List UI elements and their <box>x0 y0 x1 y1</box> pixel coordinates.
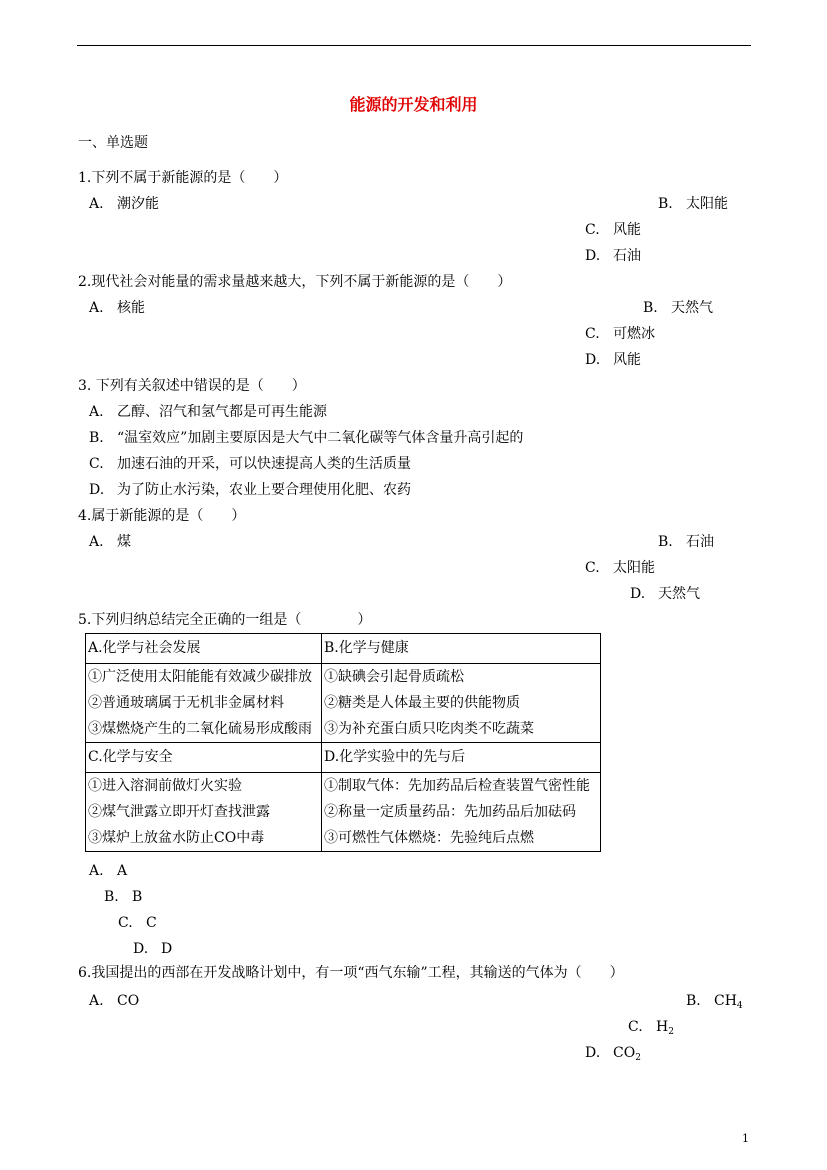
option-text: 为了防止水污染，农业上要合理使用化肥、农药 <box>117 482 411 498</box>
q6-option-c[interactable] <box>628 1018 674 1041</box>
page-title: 能源的开发和利用 <box>349 95 478 114</box>
summary-table <box>85 633 601 852</box>
question-2-stem: 2.现代社会对能量的需求量越来越大，下列不属于新能源的是（ ） <box>78 274 512 290</box>
q5-option-a[interactable] <box>89 862 127 880</box>
question-6-stem: 6.我国提出的西部在开发战略计划中，有一项“西气东输”工程，其输送的气体为（ ） <box>78 965 624 981</box>
option-text: 潮汐能 <box>117 196 159 212</box>
option-letter: B. <box>658 534 673 550</box>
option-text: 加速石油的开采，可以快速提高人类的生活质量 <box>117 456 411 472</box>
option-text: 可燃冰 <box>613 326 655 342</box>
q6-option-d[interactable] <box>585 1044 641 1067</box>
table-cell-d <box>322 773 601 852</box>
table-header-b: B.化学与健康 <box>322 634 601 664</box>
option-text: 风能 <box>613 352 641 368</box>
page-number: 1 <box>742 1132 749 1145</box>
option-text: 天然气 <box>658 586 700 602</box>
option-letter: C. <box>628 1019 643 1035</box>
option-text: A <box>117 863 128 879</box>
option-letter: C. <box>585 222 600 238</box>
option-text: “温室效应”加剧主要原因是大气中二氧化碳等气体含量升高引起的 <box>117 430 524 446</box>
table-line: ③煤燃烧产生的二氧化硫易形成酸雨 <box>88 721 312 737</box>
table-line: ②煤气泄露立即开灯查找泄露 <box>88 804 270 820</box>
option-letter: C. <box>585 560 600 576</box>
option-letter: D. <box>89 482 105 498</box>
option-text: CO <box>613 1045 636 1061</box>
option-text: D <box>161 941 173 957</box>
q6-option-b[interactable] <box>686 992 743 1015</box>
option-letter: D. <box>585 248 601 264</box>
option-letter: B. <box>104 889 119 905</box>
q6-option-a[interactable] <box>89 992 139 1010</box>
section-heading: 一、单选题 <box>78 135 148 151</box>
option-letter: A. <box>89 404 104 420</box>
option-text: CH <box>714 993 737 1009</box>
q5-option-b[interactable] <box>104 888 142 906</box>
table-line: ③为补充蛋白质只吃肉类不吃蔬菜 <box>324 721 534 737</box>
option-text: CO <box>117 993 140 1009</box>
table-cell-a <box>86 664 322 743</box>
option-text: 核能 <box>117 300 145 316</box>
option-letter: B. <box>643 300 658 316</box>
option-text: 煤 <box>117 534 131 550</box>
subscript: 4 <box>736 1001 743 1011</box>
q5-option-c[interactable] <box>118 914 157 932</box>
q4-option-b[interactable] <box>658 533 714 551</box>
q5-option-d[interactable] <box>133 940 172 958</box>
option-letter: B. <box>89 430 104 446</box>
subscript: 2 <box>635 1053 641 1063</box>
q1-option-c[interactable] <box>585 221 641 239</box>
option-letter: D. <box>630 586 646 602</box>
q2-option-b[interactable] <box>643 299 713 317</box>
q1-option-a[interactable] <box>89 195 159 213</box>
table-header-a: A.化学与社会发展 <box>86 634 322 664</box>
table-line: ①广泛使用太阳能能有效减少碳排放 <box>88 669 312 685</box>
q4-option-a[interactable] <box>89 533 131 551</box>
option-text: 太阳能 <box>613 560 655 576</box>
table-line: ②普通玻璃属于无机非金属材料 <box>88 695 284 711</box>
option-text: 乙醇、沼气和氢气都是可再生能源 <box>117 404 327 420</box>
option-letter: C. <box>118 915 133 931</box>
q2-option-a[interactable] <box>89 299 145 317</box>
table-line: ③可燃性气体燃烧：先验纯后点燃 <box>324 830 534 846</box>
table-line: ①制取气体：先加药品后检查装置气密性能 <box>324 778 590 794</box>
option-text: B <box>132 889 143 905</box>
option-letter: C. <box>585 326 600 342</box>
table-line: ①进入溶洞前做灯火实验 <box>88 778 242 794</box>
option-text: H <box>656 1019 669 1035</box>
table-line: ②称量一定质量药品：先加药品后加砝码 <box>324 804 576 820</box>
q4-option-d[interactable] <box>630 585 700 603</box>
option-letter: B. <box>686 993 701 1009</box>
option-letter: B. <box>658 196 673 212</box>
option-text: 天然气 <box>671 300 713 316</box>
q3-option-a[interactable] <box>89 403 327 421</box>
question-3-stem: 3. 下列有关叙述中错误的是（ ） <box>78 378 306 394</box>
question-1-stem: 1.下列不属于新能源的是（ ） <box>78 170 288 186</box>
q3-option-b[interactable] <box>89 429 523 447</box>
table-line: ③煤炉上放盆水防止CO中毒 <box>88 830 265 846</box>
table-header-c: C.化学与安全 <box>86 743 322 773</box>
question-5-stem: 5.下列归纳总结完全正确的一组是（ ） <box>78 612 372 628</box>
option-letter: A. <box>89 993 104 1009</box>
table-cell-b <box>322 664 601 743</box>
option-letter: A. <box>89 300 104 316</box>
q1-option-d[interactable] <box>585 247 641 265</box>
table-line: ①缺碘会引起骨质疏松 <box>324 669 464 685</box>
option-text: 石油 <box>613 248 641 264</box>
option-text: C <box>146 915 157 931</box>
q3-option-c[interactable] <box>89 455 411 473</box>
option-letter: A. <box>89 863 104 879</box>
table-cell-c <box>86 773 322 852</box>
option-letter: D. <box>133 941 149 957</box>
header-rule <box>77 45 751 46</box>
question-4-stem: 4.属于新能源的是（ ） <box>78 508 246 524</box>
option-letter: D. <box>585 352 601 368</box>
subscript: 2 <box>668 1027 674 1037</box>
q4-option-c[interactable] <box>585 559 655 577</box>
q3-option-d[interactable] <box>89 481 411 499</box>
table-header-d: D.化学实验中的先与后 <box>322 743 601 773</box>
option-text: 太阳能 <box>686 196 728 212</box>
table-line: ②糖类是人体最主要的供能物质 <box>324 695 520 711</box>
option-text: 石油 <box>686 534 714 550</box>
q2-option-c[interactable] <box>585 325 655 343</box>
option-letter: C. <box>89 456 104 472</box>
q1-option-b[interactable] <box>658 195 728 213</box>
option-letter: D. <box>585 1045 601 1061</box>
option-letter: A. <box>89 196 104 212</box>
q2-option-d[interactable] <box>585 351 641 369</box>
option-text: 风能 <box>613 222 641 238</box>
option-letter: A. <box>89 534 104 550</box>
